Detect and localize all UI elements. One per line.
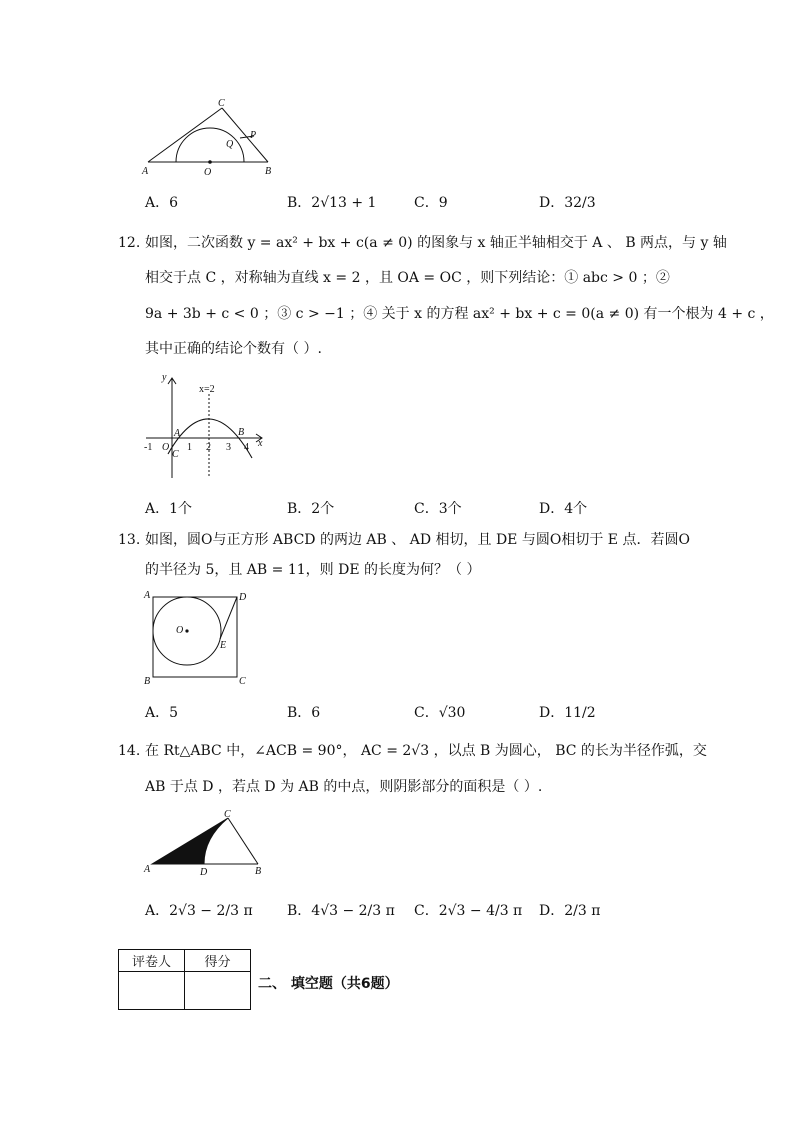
q14-label-B: B xyxy=(255,866,262,877)
q13-label-E: E xyxy=(220,640,227,651)
q12-label-B: B xyxy=(238,427,245,438)
q12-label-C: C xyxy=(172,449,179,460)
q12-label-neg1: -1 xyxy=(144,442,153,453)
q14-label-A: A xyxy=(144,864,151,875)
q14-line-2: AB 于点 D ，若点 D 为 AB 的中点，则阴影部分的面积是（ ）. xyxy=(145,779,543,795)
q13-line-1: 如图，圆O与正方形 ABCD 的两边 AB 、 AD 相切，且 DE 与圆O相切于 E 点．若圆O xyxy=(145,532,690,548)
q11-label-Q: Q xyxy=(226,139,234,150)
q13-label-A: A xyxy=(144,590,151,601)
q13-figure xyxy=(140,588,255,688)
q12-line-1: 如图，二次函数 y = ax² + bx + c(a ≠ 0) 的图象与 x 轴正半轴相交于 A 、 B 两点，与 y 轴 xyxy=(145,235,727,251)
q11-label-O: O xyxy=(204,167,212,178)
q14-line-1: 在 Rt△ABC 中，∠ACB = 90°， AC = 2√3 ，以点 B 为圆心， BC 的长为半径作弧，交 xyxy=(145,743,707,759)
q12-option-b: B．2个 xyxy=(287,501,335,517)
q12-line-4: 其中正确的结论个数有（ ）. xyxy=(145,341,322,357)
q14-option-c: C．2√3 − 4/3 π xyxy=(414,903,523,919)
q12-label-y: y xyxy=(162,372,167,383)
q12-label-A: A xyxy=(174,428,181,439)
q11-option-c: C．9 xyxy=(414,195,448,211)
q14-option-b: B．4√3 − 2/3 π xyxy=(287,903,395,919)
q13-option-b: B．6 xyxy=(287,705,321,721)
q11-label-P: P xyxy=(250,130,257,141)
q14-label-C: C xyxy=(224,809,231,820)
q13-option-c: C．√30 xyxy=(414,705,466,721)
q12-label-x: x xyxy=(258,438,263,449)
q13-label-B: B xyxy=(144,676,151,687)
q14-number: 14. xyxy=(118,743,141,759)
q14-label-D: D xyxy=(200,867,208,878)
q14-figure xyxy=(140,808,270,880)
section-title: 二、 填空题（共6题） xyxy=(258,976,399,992)
q13-option-d: D．11/2 xyxy=(539,705,596,721)
score-table xyxy=(118,949,251,1010)
score-table-header-score: 得分 xyxy=(185,950,251,972)
q13-label-D: D xyxy=(239,592,247,603)
q11-option-a: A．6 xyxy=(145,195,179,211)
q13-line-2: 的半径为 5，且 AB = 11，则 DE 的长度为何？（ ） xyxy=(145,562,481,578)
q12-label-axis: x=2 xyxy=(199,384,215,395)
q13-label-O: O xyxy=(176,625,184,636)
score-table-header-grader: 评卷人 xyxy=(119,950,185,972)
q11-option-d: D．32/3 xyxy=(539,195,596,211)
q12-line-2: 相交于点 C ，对称轴为直线 x = 2 ，且 OA = OC ，则下列结论：① abc > 0 ；② xyxy=(145,270,670,286)
q11-label-A: A xyxy=(142,166,149,177)
q12-tick-4: 4 xyxy=(244,442,249,453)
q12-option-a: A．1个 xyxy=(145,501,193,517)
score-table-score-cell[interactable] xyxy=(185,972,251,1010)
q13-number: 13. xyxy=(118,532,141,548)
q11-label-C: C xyxy=(218,98,225,109)
score-table-grader-cell[interactable] xyxy=(119,972,185,1010)
q14-option-a: A．2√3 − 2/3 π xyxy=(145,903,253,919)
q12-figure xyxy=(140,372,270,482)
q11-option-b: B．2√13 + 1 xyxy=(287,195,377,211)
q12-tick-1: 1 xyxy=(187,442,192,453)
q12-option-d: D．4个 xyxy=(539,501,588,517)
q12-line-3: 9a + 3b + c < 0 ；③ c > −1 ；④ 关于 x 的方程 ax² + bx + c = 0(a ≠ 0) 有一个根为 4 + c ， xyxy=(145,306,774,322)
q14-option-d: D．2/3 π xyxy=(539,903,601,919)
q11-figure xyxy=(140,96,280,178)
q12-option-c: C．3个 xyxy=(414,501,462,517)
q12-label-O: O xyxy=(162,442,170,453)
q11-label-B: B xyxy=(265,166,272,177)
q12-number: 12. xyxy=(118,235,141,251)
q12-tick-3: 3 xyxy=(226,442,231,453)
q13-label-C: C xyxy=(239,676,246,687)
q12-tick-2: 2 xyxy=(206,442,211,453)
q13-option-a: A．5 xyxy=(145,705,179,721)
